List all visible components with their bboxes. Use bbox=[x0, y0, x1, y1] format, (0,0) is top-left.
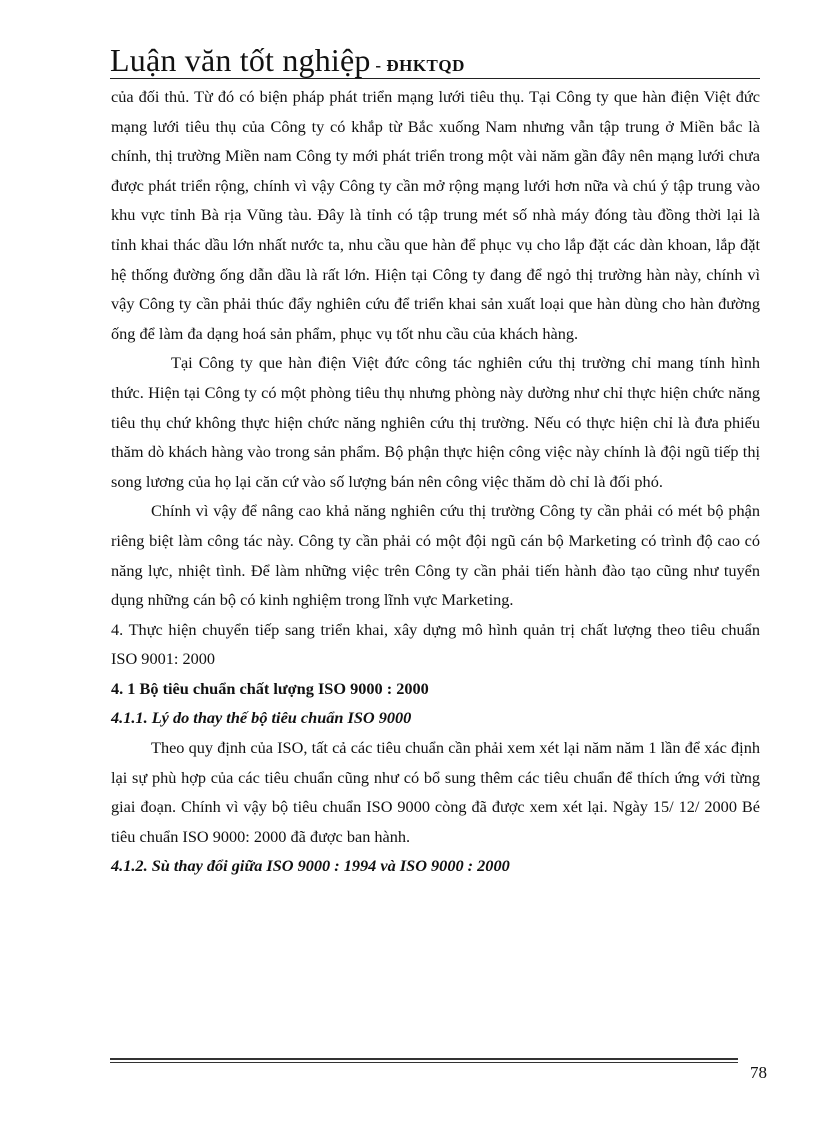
paragraph-marketing-dept: Chính vì vậy để nâng cao khả năng nghiên cứu thị trường Công ty cần phải có mét bộ phận riêng biệt làm công tác này. Công ty cần phải có một đội ngũ cán bộ Marketing có trình độ cao có năng lực, nhiệt tình. Để làm những việc trên Công ty cần phải tiến hành đào tạo cũng như tuyển dụng những cán bộ có kinh nghiệm trong lĩnh vực Marketing. bbox=[111, 501, 760, 610]
footer-divider bbox=[110, 1058, 738, 1060]
header-title: Luận văn tốt nghiệp bbox=[110, 42, 371, 78]
page-header bbox=[110, 42, 760, 79]
section-4-item: 4. Thực hiện chuyển tiếp sang triển khai, xây dựng mô hình quản trị chất lượng theo tiêu chuẩn ISO 9001: 2000 bbox=[111, 619, 760, 669]
body-text bbox=[111, 82, 760, 881]
paragraph-continuation: của đối thủ. Từ đó có biện pháp phát triển mạng lưới tiêu thụ. Tại Công ty que hàn điện Việt đức mạng lưới tiêu thụ của Công ty có khắp từ Bắc xuống Nam nhưng vẫn tập trung ở Miền bắc là chính, thị trường Miền nam Công ty mới phát triển trong một vài năm gần đây nên mạng lưới chưa được phát triển rộng, chính vì vậy Công ty cần mở rộng mạng lưới hơn nữa và chú ý tập trung vào khu vực tỉnh Bà rịa Vũng tàu. Đây là tỉnh có tập trung mét số nhà máy đóng tàu đồng thời lại là tỉnh khai thác dầu lớn nhất nước ta, nhu cầu que hàn để phục vụ cho lắp đặt các dàn khoan, lắp đặt hệ thống đường ống dẫn dầu là rất lớn. Hiện tại Công ty đang để ngỏ thị trường hàn này, chính vì vậy Công ty cần phải thúc đẩy nghiên cứu để triển khai sản xuất loại que hàn dùng cho hàn đường ống để làm đa dạng hoá sản phẩm, phục vụ tốt nhu cầu của khách hàng. bbox=[111, 87, 760, 343]
heading-4-1-2: 4.1.2. Sù thay đổi giữa ISO 9000 : 1994 và ISO 9000 : 2000 bbox=[111, 856, 510, 876]
heading-4-1-1: 4.1.1. Lý do thay thế bộ tiêu chuẩn ISO 9000 bbox=[111, 708, 412, 728]
paragraph-iso-review: Theo quy định của ISO, tất cả các tiêu chuẩn cần phải xem xét lại năm năm 1 lần để xác định lại sự phù hợp của các tiêu chuẩn cũng như có bổ sung thêm các tiêu chuẩn để thích ứng với từng giai đoạn. Chính vì vậy bộ tiêu chuẩn ISO 9000 còng đã được xem xét lại. Ngày 15/ 12/ 2000 Bé tiêu chuẩn ISO 9000: 2000 đã được ban hành. bbox=[111, 738, 760, 846]
footer-divider-thin bbox=[110, 1062, 738, 1063]
header-separator: - bbox=[370, 56, 387, 75]
paragraph-market-research: Tại Công ty que hàn điện Việt đức công tác nghiên cứu thị trường chỉ mang tính hình thức. Hiện tại Công ty có một phòng tiêu thụ nhưng phòng này dường như chỉ thực hiện chức năng tiêu thụ chứ không thực hiện chức năng nghiên cứu thị trường. Nếu có thực hiện chỉ là đưa phiếu thăm dò khách hàng vào trong sản phẩm. Bộ phận thực hiện công việc này chính là đội ngũ tiếp thị song lương của họ lại căn cứ vào số lượng bán nên công việc thăm dò chỉ là đối phó. bbox=[111, 353, 760, 491]
page-number: 78 bbox=[750, 1063, 767, 1082]
heading-4-1: 4. 1 Bộ tiêu chuẩn chất lượng ISO 9000 : 2000 bbox=[111, 678, 429, 698]
header-org: ĐHKTQD bbox=[386, 56, 465, 75]
